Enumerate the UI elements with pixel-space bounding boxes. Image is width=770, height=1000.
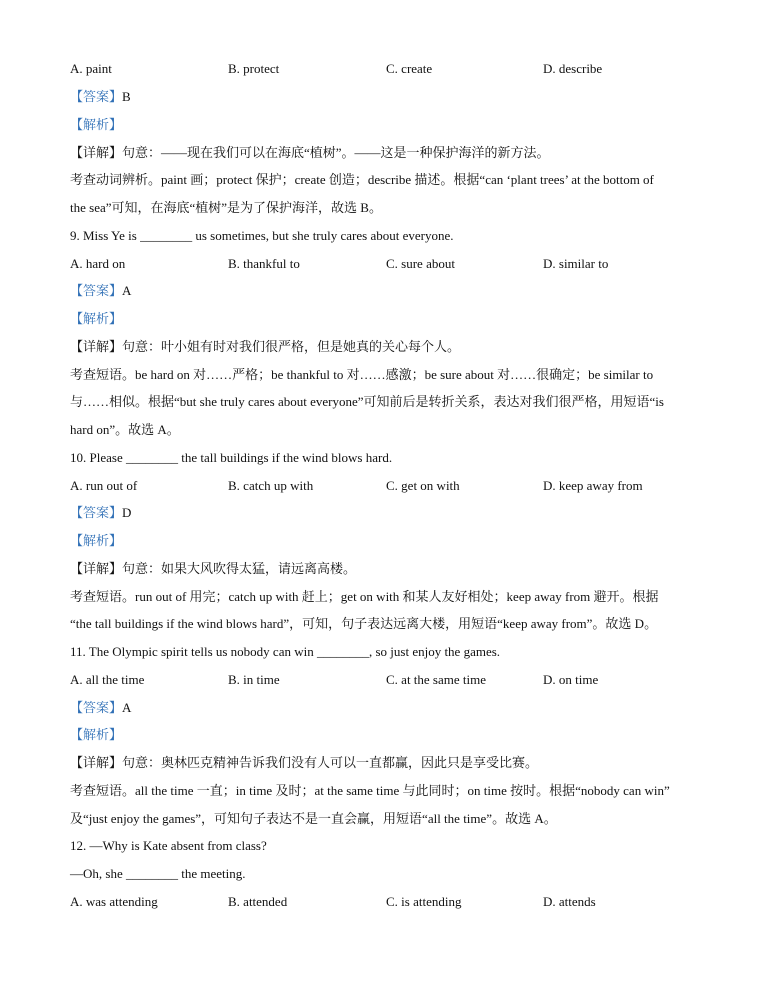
- q8-answer: [70, 89, 131, 105]
- q11-option-c: C. at the same time: [386, 672, 487, 687]
- answer-tag: 【答案】: [70, 89, 123, 104]
- detail-text: 句意：如果大风吹得太猛，请远离高楼。: [122, 561, 357, 576]
- q9-option-b: B. thankful to: [228, 256, 300, 271]
- q8-detail: [70, 145, 550, 161]
- q10-answer: [70, 505, 131, 521]
- q10-explanation-2: “the tall buildings if the wind blows hard”，可知，句子表达远离大楼，用短语“keep away from”。故选 D。: [70, 616, 658, 631]
- q10-detail: [70, 561, 356, 577]
- q12-option-a: A. was attending: [70, 894, 158, 909]
- q11-option-d: D. on time: [543, 672, 599, 687]
- q11-explanation-1: 考查短语。all the time 一直；in time 及时；at the same time 与此同时；on time 按时。根据“nobody can win”: [70, 783, 670, 798]
- detail-tag: 【详解】: [70, 339, 123, 354]
- q9-answer: [70, 283, 131, 299]
- q9-detail: [70, 339, 460, 355]
- q12-option-b: B. attended: [228, 894, 288, 909]
- q9-explanation-3: hard on”。故选 A。: [70, 422, 180, 437]
- q10-option-d: D. keep away from: [543, 478, 643, 493]
- q9-explanation-2: 与……相似。根据“but she truly cares about everyone”可知前后是转折关系，表达对我们很严格，用短语“is: [70, 394, 664, 409]
- detail-tag: 【详解】: [70, 561, 123, 576]
- q9-analysis-tag: 【解析】: [70, 311, 123, 326]
- q8-option-c: C. create: [386, 61, 433, 76]
- q11-option-b: B. in time: [228, 672, 280, 687]
- q11-explanation-2: 及“just enjoy the games”，可知句子表达不是一直会赢，用短语“all the time”。故选 A。: [70, 811, 557, 826]
- answer-tag: 【答案】: [70, 700, 123, 715]
- q11-answer: [70, 700, 131, 716]
- q10-analysis-tag: 【解析】: [70, 533, 123, 548]
- q10-stem: 10. Please ________ the tall buildings if the wind blows hard.: [70, 450, 393, 465]
- answer-value: A: [122, 283, 132, 298]
- q9-explanation-1: 考查短语。be hard on 对……严格；be thankful to 对……感激；be sure about 对……很确定；be similar to: [70, 367, 654, 382]
- q10-option-c: C. get on with: [386, 478, 460, 493]
- q12-option-d: D. attends: [543, 894, 596, 909]
- q9-stem: 9. Miss Ye is ________ us sometimes, but she truly cares about everyone.: [70, 228, 454, 243]
- detail-text: 句意：——现在我们可以在海底“植树”。——这是一种保护海洋的新方法。: [122, 145, 550, 160]
- q9-option-a: A. hard on: [70, 256, 126, 271]
- detail-text: 句意：奥林匹克精神告诉我们没有人可以一直都赢，因此只是享受比赛。: [122, 755, 539, 770]
- q8-option-b: B. protect: [228, 61, 280, 76]
- q8-analysis-tag: 【解析】: [70, 117, 123, 132]
- answer-value: A: [122, 700, 132, 715]
- detail-tag: 【详解】: [70, 755, 123, 770]
- q11-detail: [70, 755, 538, 771]
- detail-text: 句意：叶小姐有时对我们很严格，但是她真的关心每个人。: [122, 339, 461, 354]
- q11-analysis-tag: 【解析】: [70, 727, 123, 742]
- q9-option-d: D. similar to: [543, 256, 609, 271]
- q8-explanation-2: the sea”可知，在海底“植树”是为了保护海洋，故选 B。: [70, 200, 382, 215]
- q8-option-a: A. paint: [70, 61, 112, 76]
- answer-tag: 【答案】: [70, 505, 123, 520]
- q8-option-d: D. describe: [543, 61, 603, 76]
- q11-stem: 11. The Olympic spirit tells us nobody can win ________, so just enjoy the games.: [70, 644, 501, 659]
- q10-option-b: B. catch up with: [228, 478, 314, 493]
- answer-value: B: [122, 89, 131, 104]
- q12-stem-line-2: —Oh, she ________ the meeting.: [70, 866, 246, 881]
- q11-option-a: A. all the time: [70, 672, 145, 687]
- detail-tag: 【详解】: [70, 145, 123, 160]
- q12-stem-line-1: 12. —Why is Kate absent from class?: [70, 838, 267, 853]
- answer-tag: 【答案】: [70, 283, 123, 298]
- q12-option-c: C. is attending: [386, 894, 462, 909]
- q8-explanation-1: 考查动词辨析。paint 画；protect 保护；create 创造；describe 描述。根据“can ‘plant trees’ at the bottom of: [70, 172, 654, 187]
- answer-value: D: [122, 505, 132, 520]
- q9-option-c: C. sure about: [386, 256, 455, 271]
- q10-option-a: A. run out of: [70, 478, 138, 493]
- q10-explanation-1: 考查短语。run out of 用完；catch up with 赶上；get on with 和某人友好相处；keep away from 避开。根据: [70, 589, 659, 604]
